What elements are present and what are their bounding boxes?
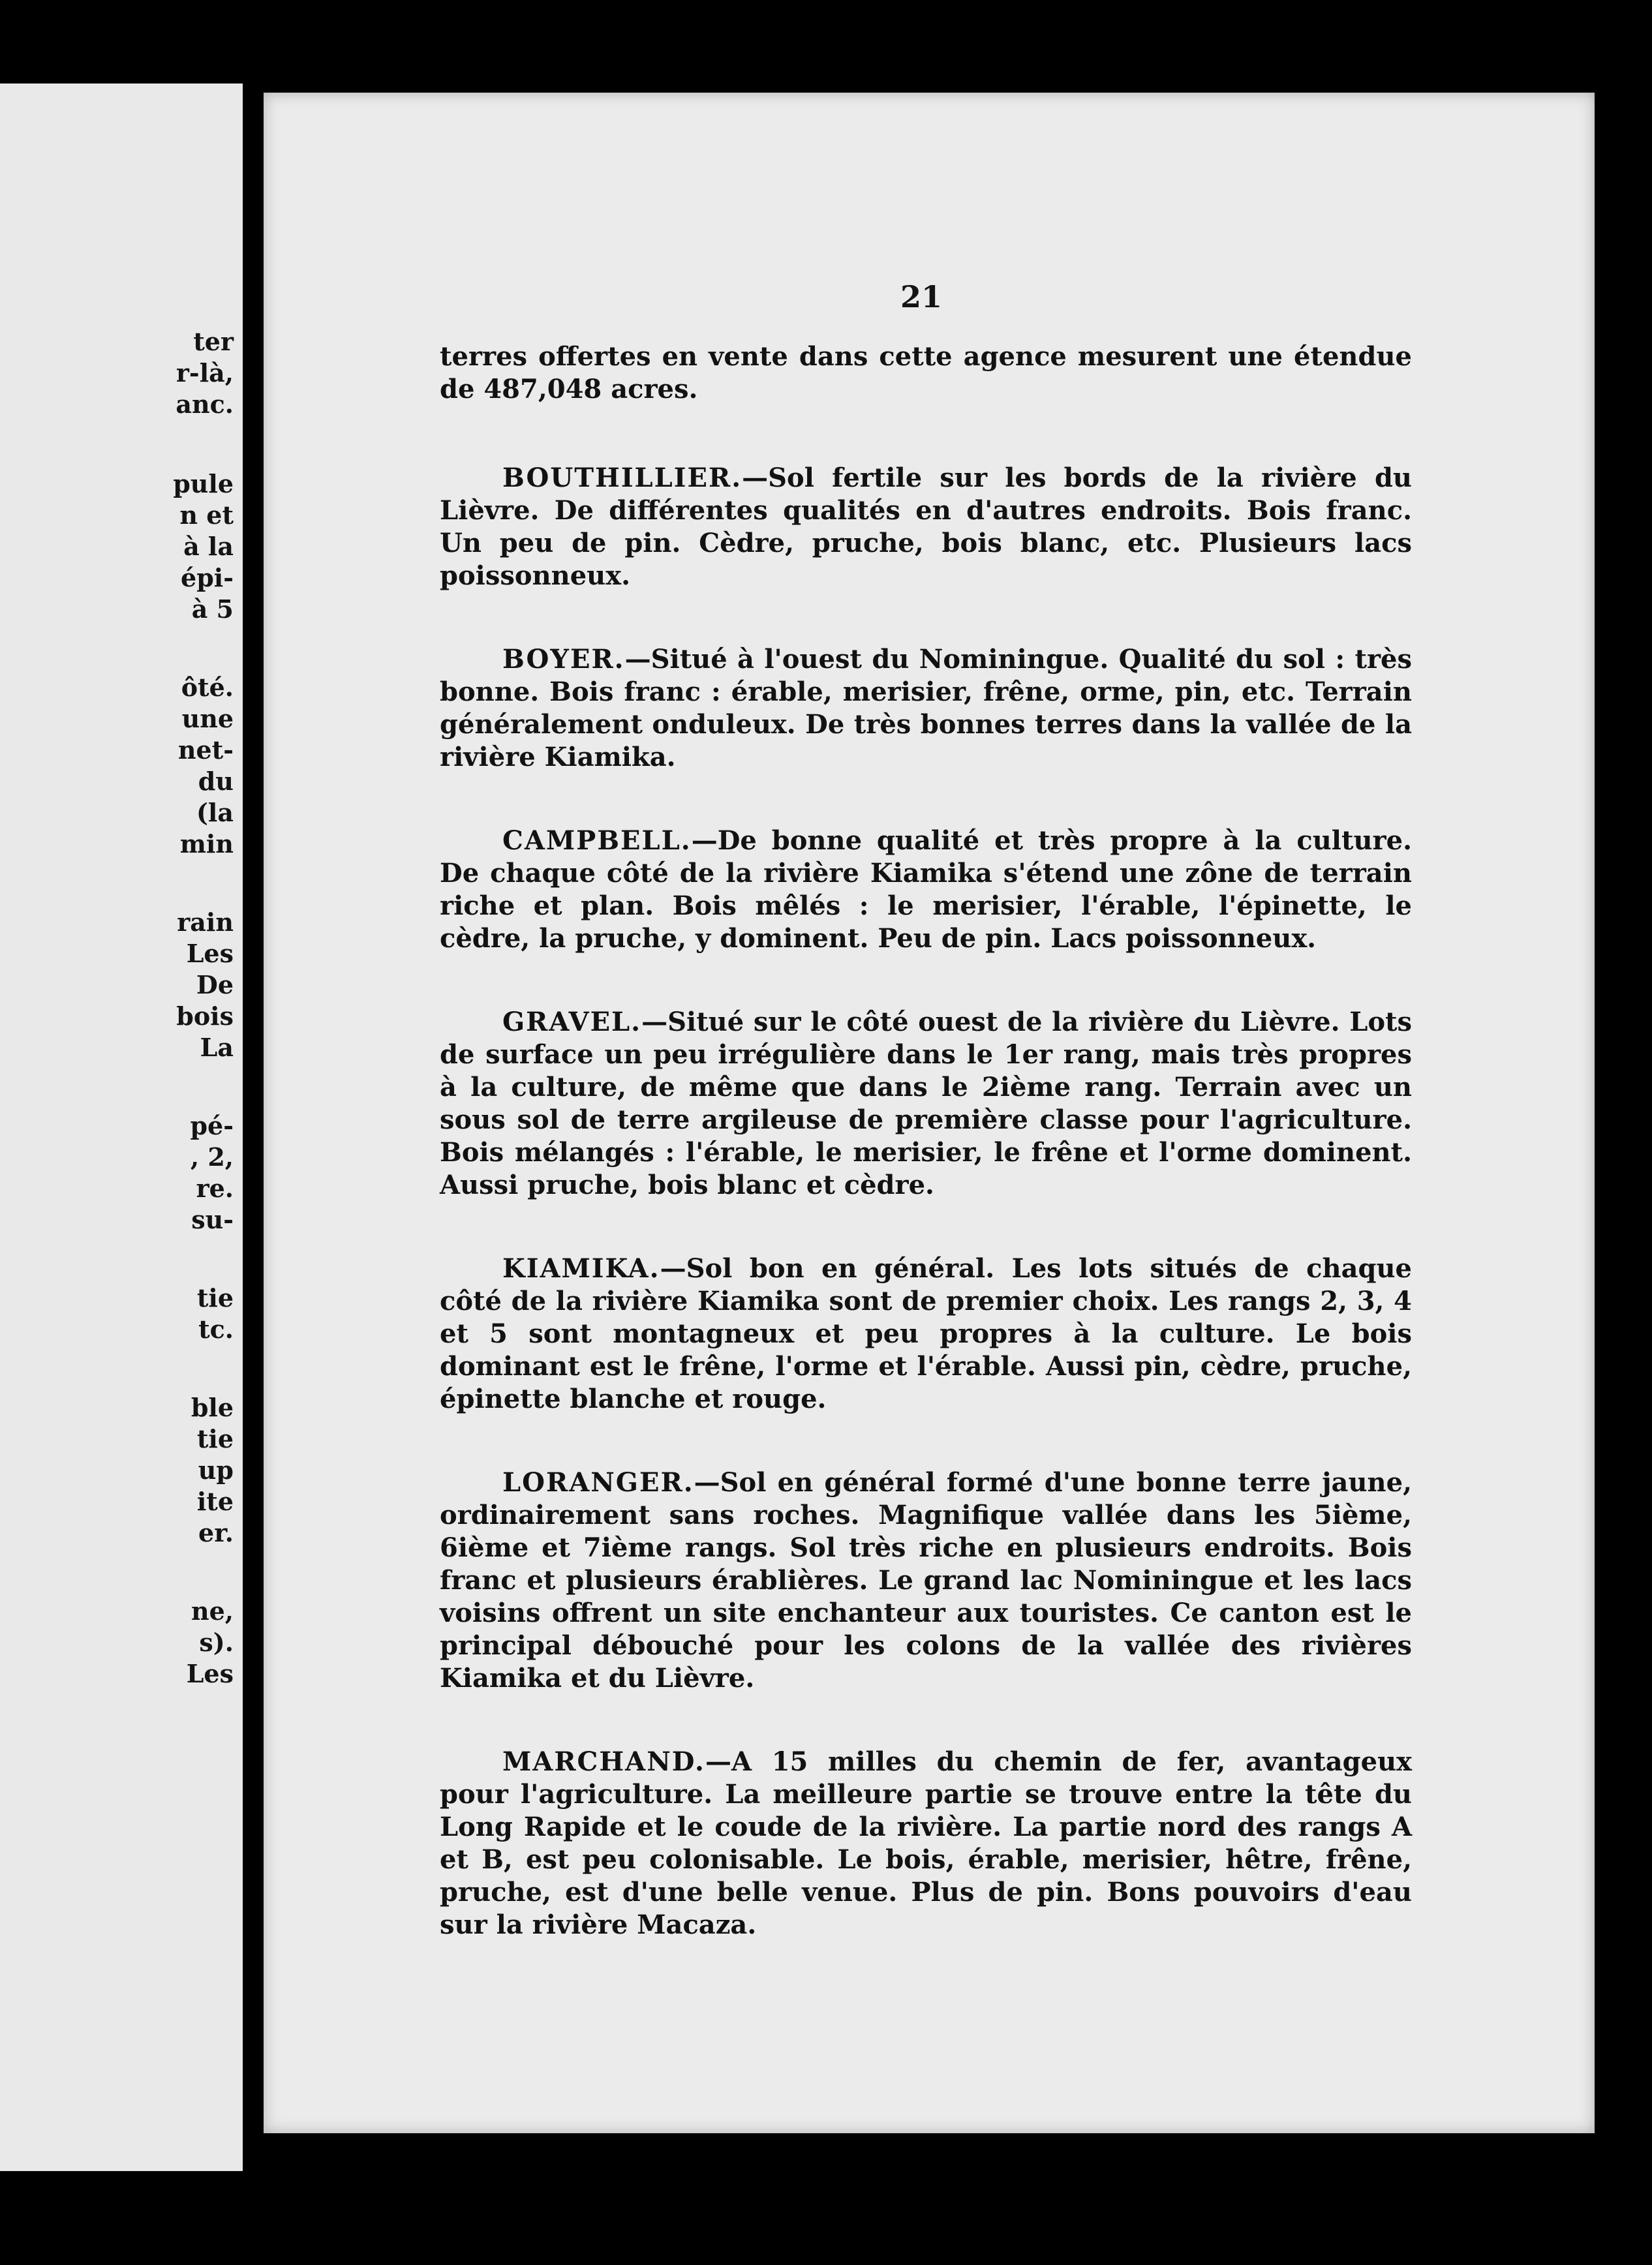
- left-page-fragment: rain: [177, 907, 234, 937]
- left-page-fragment: min: [179, 829, 234, 859]
- township-paragraph: [440, 462, 1412, 592]
- paragraph-text: —A 15 milles du chemin de fer, avantageux pour l'agriculture. La meilleure partie se trouve entre la tête du Long Rapide et le coude de la rivière. La partie nord des rangs A et B, est peu colonisable. Le bois, érable, merisier, hêtre, frêne, pruche, est d'une belle venue. Plus de pin. Bons pouvoirs d'eau sur la rivière Macaza.: [440, 1746, 1412, 1940]
- paragraph-text: —Sol en général formé d'une bonne terre jaune, ordinairement sans roches. Magnifique vallée dans les 5ième, 6ième et 7ième rangs. Sol très riche en plusieurs endroits. Bois franc et plusieurs érablières. Le grand lac Nominingue et les lacs voisins offrent un site enchanteur aux touristes. Ce canton est le principal débouché pour les colons de la vallée des rivières Kiamika et du Lièvre.: [440, 1467, 1412, 1694]
- left-page: [0, 84, 243, 2171]
- left-page-fragment: ter: [193, 327, 234, 356]
- left-page-fragment: du: [198, 767, 234, 796]
- continuation-paragraph: [440, 341, 1412, 406]
- township-paragraph: [440, 1006, 1412, 1202]
- paragraph-text: terres offertes en vente dans cette agence mesurent une étendue de 487,048 acres.: [440, 341, 1412, 404]
- left-page-fragment: re.: [196, 1174, 234, 1203]
- township-paragraph: [440, 1746, 1412, 1941]
- township-name: MARCHAND.: [502, 1746, 705, 1777]
- township-name: KIAMIKA.: [502, 1253, 660, 1284]
- township-name: CAMPBELL.: [502, 825, 692, 856]
- left-page-fragment: une: [181, 704, 234, 733]
- left-page-fragment: up: [198, 1455, 234, 1485]
- paragraph-text: —De bonne qualité et très propre à la culture. De chaque côté de la rivière Kiamika s'étend une zône de terrain riche et plan. Bois mêlés : le merisier, l'érable, l'épinette, le cèdre, la pruche, y dominent. Peu de pin. Lacs poissonneux.: [440, 825, 1412, 954]
- township-paragraph: [440, 1467, 1412, 1695]
- left-page-fragment: épi-: [181, 563, 234, 592]
- left-page-fragment: La: [200, 1033, 234, 1062]
- left-page-fragment: s).: [199, 1628, 234, 1657]
- township-name: GRAVEL.: [502, 1007, 642, 1037]
- left-page-fragment: bois: [176, 1001, 234, 1031]
- left-page-fragment: Les: [186, 939, 234, 968]
- left-page-fragment: er.: [198, 1518, 234, 1547]
- left-page-fragment: su-: [191, 1205, 234, 1234]
- left-page-fragment: De: [196, 970, 234, 999]
- paragraph-text: —Sol fertile sur les bords de la rivière du Lièvre. De différentes qualités en d'autres endroits. Bois franc. Un peu de pin. Cèdre, pruche, bois blanc, etc. Plusieurs lacs poissonneux.: [440, 463, 1412, 591]
- right-page: [264, 93, 1595, 2133]
- township-name: LORANGER.: [502, 1467, 694, 1498]
- township-name: BOYER.: [502, 644, 625, 675]
- left-page-fragment: pé-: [190, 1111, 234, 1140]
- left-page-fragment: ôté.: [181, 673, 234, 702]
- left-page-fragment: à 5: [191, 594, 234, 624]
- left-page-fragment: net-: [177, 735, 234, 765]
- left-page-fragment: , 2,: [190, 1142, 234, 1172]
- left-page-fragment: (la: [196, 798, 234, 827]
- left-page-fragment: tc.: [198, 1315, 234, 1344]
- left-page-fragment: ite: [196, 1487, 234, 1516]
- left-page-fragment: r-là,: [176, 358, 234, 388]
- township-name: BOUTHILLIER.: [502, 463, 742, 493]
- township-paragraph: [440, 1253, 1412, 1416]
- text-column: [440, 341, 1412, 1992]
- left-page-fragment: ble: [191, 1393, 234, 1422]
- left-page-fragment: tie: [196, 1424, 234, 1453]
- township-paragraph: [440, 643, 1412, 774]
- left-page-fragment: ne,: [191, 1596, 234, 1626]
- left-page-fragment: n et: [179, 500, 234, 530]
- left-page-fragment: Les: [186, 1659, 234, 1688]
- left-page-fragment: anc.: [176, 389, 234, 419]
- township-paragraph: [440, 825, 1412, 955]
- left-page-fragment: à la: [183, 532, 234, 561]
- left-page-fragment: tie: [196, 1283, 234, 1313]
- paragraph-text: —Situé sur le côté ouest de la rivière du Lièvre. Lots de surface un peu irrégulière dans le 1er rang, mais très propres à la culture, de même que dans le 2ième rang. Terrain avec un sous sol de terre argileuse de première classe pour l'agriculture. Bois mélangés : l'érable, le merisier, le frêne et l'orme dominent. Aussi pruche, bois blanc et cèdre.: [440, 1007, 1412, 1200]
- paragraph-text: —Sol bon en général. Les lots situés de chaque côté de la rivière Kiamika sont de premier choix. Les rangs 2, 3, 4 et 5 sont montagneux et peu propres à la culture. Le bois dominant est le frêne, l'orme et l'érable. Aussi pin, cèdre, pruche, épinette blanche et rouge.: [440, 1253, 1412, 1414]
- left-page-fragment: pule: [173, 469, 234, 498]
- paragraph-text: —Situé à l'ouest du Nominingue. Qualité du sol : très bonne. Bois franc : érable, merisier, frêne, orme, pin, etc. Terrain généralement onduleux. De très bonnes terres dans la vallée de la rivière Kiamika.: [440, 644, 1412, 772]
- page-number: 21: [900, 279, 942, 314]
